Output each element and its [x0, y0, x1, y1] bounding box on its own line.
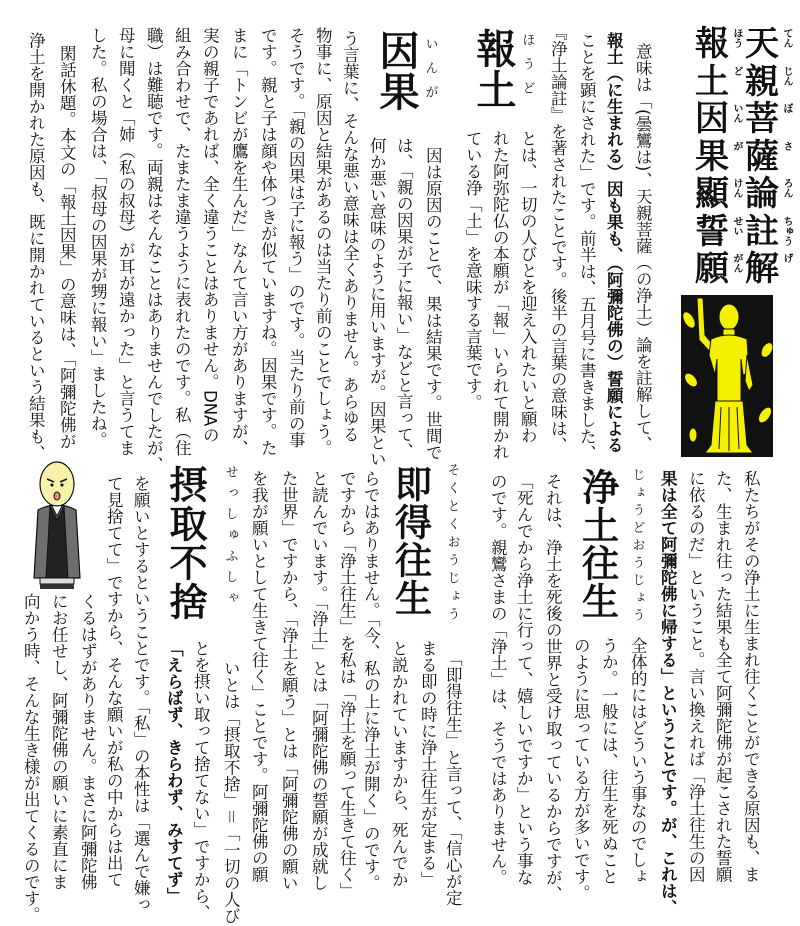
sokutoku-heading: 即得往生	[388, 465, 432, 617]
sokutoku-line: と説かれていますから、死んでか	[389, 640, 409, 888]
title-char	[695, 251, 755, 289]
title-char-text: 薩	[745, 136, 779, 177]
hodo-heading: 報土	[470, 28, 516, 110]
jodo-ojo-line: それは、浄土を死後の世界と受け取っているからですが、	[543, 473, 563, 902]
jodo-ojo-ruby: じょうどおうじょう	[629, 468, 645, 626]
inga-line: 何か悪い意味のように用いますが。因果とい	[367, 137, 387, 467]
inga-line: 浄土を開かれた原因も、既に開かれているという結果も、	[26, 32, 46, 461]
title-char	[695, 136, 755, 177]
sesshu-line: を願いとするということです。「私」の本性は「選んで嫌っ	[131, 475, 151, 913]
sokutoku-line: まる即の時に浄土往生が定まる」	[418, 640, 438, 888]
hodo-ruby: ほうど	[519, 33, 535, 105]
inga-line: 組み合わせで、たまたま違うように表れたのです。私（住	[172, 27, 192, 456]
continued-line: に依るのだ」ということ。言い換えれば「浄土往生の因	[686, 470, 706, 883]
inga-line: 因は原因のことで、果は結果です。世間で	[423, 147, 443, 461]
title-char-text: 論	[745, 174, 779, 214]
sesshu-line: 向かう時、そんな生き様が出てくるのです。	[21, 593, 41, 923]
hodo-line: れた阿弥陀仏の本願が「報」いられて開かれ	[490, 130, 510, 460]
title-char	[695, 61, 755, 102]
title-char-ruby: ど	[731, 65, 742, 76]
buddha-illustration	[681, 295, 773, 457]
title-char-text: 解	[745, 249, 779, 289]
title-char-ruby: じん	[781, 65, 792, 86]
title-char-text: 註	[745, 211, 779, 252]
title-char-text: 天	[745, 24, 779, 64]
title-column-2	[695, 26, 755, 289]
sokutoku-line: らではありません。「今、私の上に浄土が開く」のです。	[361, 470, 381, 891]
inga-line: は、「親の因果が子に報い」などと言って、	[394, 137, 414, 459]
sesshu-line: とを摂い取って捨てない」ですから、	[191, 640, 211, 921]
title-char-text: 願	[695, 249, 729, 289]
jodo-ojo-line: うか。一般には、往生を死ぬこと	[599, 637, 619, 885]
title-char-text: 親	[745, 61, 779, 102]
sesshu-line: 「えらばず、きらわず、みすてず」	[164, 640, 184, 904]
title-char	[695, 176, 755, 214]
inga-line: 職）は難聴です。両親はそんなことはありませんでしたが、	[144, 27, 164, 473]
sesshu-ruby: せっしゅふしゃ	[222, 465, 238, 612]
title-char-text: 報	[695, 24, 729, 64]
title-char-ruby: ちゅう	[781, 215, 792, 246]
title-char-ruby: ぼ	[781, 103, 792, 113]
title-char-text: 誓	[695, 211, 729, 252]
sokutoku-line: を我が願いとして生きて往く」ことです。阿彌陀佛の願	[249, 470, 269, 883]
title-char-ruby: ほう	[731, 28, 742, 48]
title-char-ruby: が	[731, 140, 742, 151]
monk-illustration	[28, 460, 86, 592]
title-char-text: 因	[695, 99, 729, 139]
title-char	[695, 211, 755, 252]
jodo-ojo-heading: 浄土往生	[575, 468, 619, 620]
inga-line: う言葉に、そんな悪い意味は全くありません。あらゆる	[340, 30, 360, 443]
title-char-ruby: がん	[731, 253, 742, 273]
sesshu-line: くるはずがありません。まさに阿彌陀佛	[78, 593, 98, 890]
sesshu-line: にお任せし、阿彌陀佛の願いに素直にま	[49, 593, 69, 890]
inga-line: まに「トンビが鷹を生んだ」なんて言い方がありますが、	[229, 27, 249, 456]
title-char-ruby: いん	[731, 103, 742, 123]
title-char	[695, 26, 755, 64]
intro-line: 『浄土論註』を著されたことです。後半の言葉の意味は、	[548, 24, 568, 453]
title-char-text: 顯	[695, 174, 729, 214]
sokutoku-line: た世界」ですから、「浄土を願う」とは「阿彌陀佛の願い	[279, 470, 299, 891]
sokutoku-line: と読んでいます。「浄土」とは「阿彌陀佛の誓願が成就し	[309, 470, 329, 891]
jodo-ojo-line: 全体的にはどういう事なのでしょ	[628, 637, 648, 885]
jodo-ojo-line: のです。親鸞さまの「浄土」は、そうではありません。	[488, 473, 508, 886]
sesshu-heading: 摂取不捨	[163, 465, 207, 621]
continued-line: 私たちがその浄土に生まれ往くことができる原因も、ま	[741, 470, 761, 883]
inga-line: した。私の場合は、「叔母の因果が甥に報い」ましたね。	[88, 27, 108, 448]
continued-line: 果は全て阿彌陀佛に帰する」ということです。が、これは、	[658, 470, 678, 916]
title-char-text: 土	[695, 61, 729, 102]
inga-ruby: いんが	[422, 37, 438, 109]
sokutoku-ruby: そくとくおうじょう	[444, 463, 460, 625]
inga-line: そうです。「親の因果は子に報う」のです。当たり前の事	[286, 27, 306, 448]
hodo-line: ている浄「土」を意味する言葉です。	[463, 130, 483, 411]
continued-line: た、生まれ往った結果も全て阿彌陀佛が起こされた誓願	[713, 470, 733, 883]
sesshu-line: いとは「摂取不捨」＝「一切の人び	[221, 660, 241, 924]
intro-line: 報土（に生まれる）因も果も、（阿彌陀佛の）誓願による	[604, 32, 624, 453]
sesshu-line: て見捨てて」ですから、そんな願いが私の中からは出て	[104, 475, 124, 888]
title-char-ruby: ろん	[781, 178, 792, 198]
jodo-ojo-line: のように思っている方が多いです。	[571, 637, 591, 901]
title-char-ruby: さ	[781, 140, 792, 151]
jodo-ojo-line: 「死んでから浄土に行って、嬉しいですか」という事な	[514, 473, 534, 886]
title-char-text: 果	[695, 136, 729, 177]
title-char-ruby: けん	[731, 178, 742, 198]
title-char-text: 菩	[745, 99, 779, 139]
hodo-line: とは、一切の人びとを迎え入れたいと願わ	[518, 130, 538, 444]
inga-line: 母に聞くと「姉（私の叔母）が耳が遠かった」と言うてま	[116, 27, 136, 456]
title-char-ruby: てん	[781, 28, 792, 48]
intro-line: 意味は「(曇鸞は)、天親菩薩（の浄土）論を註解して、	[633, 43, 653, 452]
sokutoku-line: 「即得往生」と言って、「信心が定	[443, 650, 463, 906]
inga-line: 物事に、原因と結果があるのは当たり前のことでしょう。	[313, 27, 333, 456]
inga-heading: 因果	[373, 30, 419, 112]
inga-line: です。親と子は顔や体つきが似ていますね。因果です。た	[258, 27, 278, 456]
inga-line: 閑話休題。本文の「報土因果」の意味は、「阿彌陀佛が	[57, 45, 77, 450]
inga-line: 実の親子であれば、全く違うことはありません。DNAの	[200, 27, 220, 443]
sokutoku-line: ですから「浄土往生」を私は「浄土を願って生きて往く」	[337, 470, 357, 899]
title-char	[695, 101, 755, 139]
intro-line: ことを顕にされた」です。前半は、五月号に書きました、	[577, 32, 597, 461]
title-char-ruby: せい	[731, 215, 742, 236]
title-char-ruby: げ	[781, 253, 792, 263]
